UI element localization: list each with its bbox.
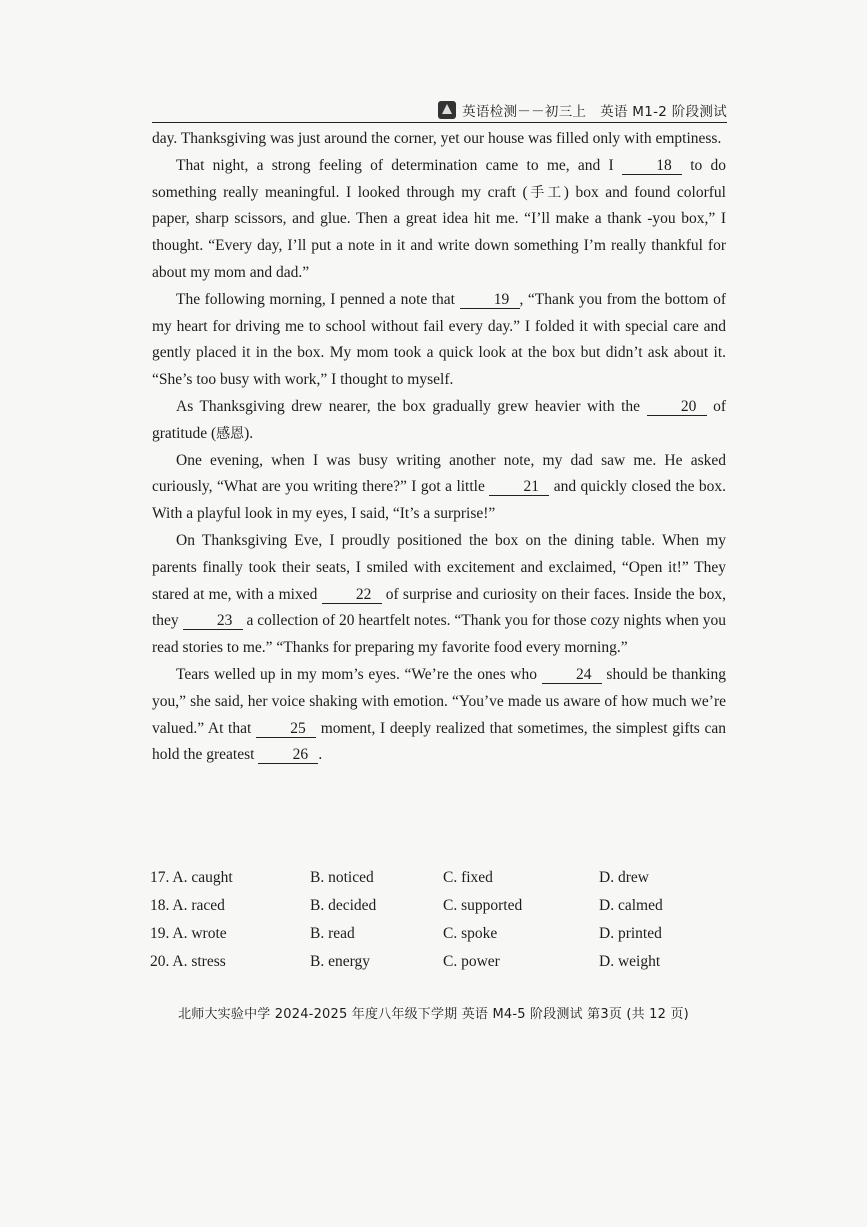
- chinese-gloss: 手工: [527, 184, 564, 201]
- paragraph-4: [152, 394, 726, 448]
- option-d: D. printed: [599, 925, 662, 942]
- paragraph-text: ).: [244, 424, 254, 442]
- paragraph-text: a collection of 20 heartfelt notes. “Thank you for those cozy nights when you read stories to me.” “Thanks for preparing my favorite food every morning.”: [152, 612, 727, 657]
- page-footer: 北师大实验中学 2024-2025 年度八年级下学期 英语 M4-5 阶段测试 第3页 (共 12 页): [178, 1007, 689, 1022]
- option-a: 20. A. stress: [150, 953, 226, 970]
- blank-19: 19: [460, 291, 520, 309]
- paragraph-text: That night, a strong feeling of determination came to me, and I: [176, 156, 614, 174]
- option-row-18: [150, 892, 710, 920]
- answer-options: [150, 864, 710, 976]
- paragraph-5: [152, 448, 726, 528]
- option-a: 18. A. raced: [150, 897, 225, 914]
- paragraph-text: Tears welled up in my mom’s eyes. “We’re the ones who: [176, 665, 537, 683]
- option-b: B. decided: [310, 897, 377, 914]
- option-c: C. power: [443, 953, 500, 970]
- blank-20: 20: [647, 398, 707, 416]
- paragraph-text: As Thanksgiving drew nearer, the box gradually grew heavier with the: [176, 397, 641, 415]
- option-d: D. calmed: [599, 897, 663, 914]
- paragraph-1: [152, 126, 726, 153]
- paragraph-text: moment, I deeply realized that sometimes, the simplest gifts can hold the greatest: [152, 719, 727, 764]
- blank-18: 18: [622, 157, 682, 175]
- page-header: [152, 96, 727, 123]
- blank-23: 23: [183, 612, 243, 630]
- option-row-17: [150, 864, 710, 892]
- paragraph-text: .: [318, 746, 323, 764]
- blank-21: 21: [489, 478, 549, 496]
- option-b: B. energy: [310, 953, 370, 970]
- option-b: B. noticed: [310, 869, 374, 886]
- option-c: C. fixed: [443, 869, 493, 886]
- paragraph-text: should be thanking you,” she said, her voice shaking with emotion. “You’ve made us aware of how much we’re valued.” At that: [152, 665, 727, 737]
- option-a: 19. A. wrote: [150, 925, 227, 942]
- option-row-20: [150, 948, 710, 976]
- paragraph-3: [152, 287, 726, 394]
- blank-25: 25: [256, 720, 316, 738]
- school-emblem-icon: [438, 101, 456, 119]
- paragraph-text: day. Thanksgiving was just around the corner, yet our house was filled only with emptiness.: [152, 130, 722, 147]
- paragraph-text: of gratitude (: [152, 397, 727, 442]
- blank-22: 22: [322, 586, 382, 604]
- reading-passage: [152, 126, 726, 769]
- chinese-gloss: 感恩: [216, 425, 245, 442]
- option-c: C. spoke: [443, 925, 498, 942]
- option-d: D. weight: [599, 953, 661, 970]
- blank-24: 24: [542, 666, 602, 684]
- option-d: D. drew: [599, 869, 649, 886]
- paragraph-text: ) box and found colorful paper, sharp scissors, and glue. Then a great idea hit me. “I’ll make a thank -you box,” I thought. “Every day, I’ll put a note in it and write down something I’m really thankful for about my mom and dad.”: [152, 183, 726, 281]
- paragraph-text: and quickly closed the box. With a playful look in my eyes, I said, “It’s a surprise!”: [152, 478, 727, 523]
- paragraph-6: [152, 528, 726, 662]
- header-title: 英语检测－－初三上 英语 M1-2 阶段测试: [462, 104, 727, 120]
- blank-26: 26: [258, 746, 318, 764]
- paragraph-text: On Thanksgiving Eve, I proudly positioned the box on the dining table. When my parents finally took their seats, I smiled with excitement and exclaimed, “Open it!” They stared at me, with a mixed: [152, 531, 726, 603]
- paragraph-7: [152, 662, 726, 769]
- option-c: C. supported: [443, 897, 523, 914]
- option-row-19: [150, 920, 710, 948]
- paragraph-text: to do something really meaningful. I looked through my craft (: [152, 156, 727, 201]
- option-b: B. read: [310, 925, 355, 942]
- paragraph-text: The following morning, I penned a note that: [176, 290, 455, 308]
- option-a: 17. A. caught: [150, 869, 233, 886]
- paragraph-text: One evening, when I was busy writing another note, my dad saw me. He asked curiously, “What are you writing there?” I got a little: [152, 451, 726, 496]
- paragraph-text: , “Thank you from the bottom of my heart for driving me to school without fail every day.” I folded it with special care and gently placed it in the box. My mom took a quick look at the box but didn’t ask about it. “She’s too busy with work,” I thought to myself.: [152, 290, 726, 389]
- paragraph-2: [152, 153, 726, 287]
- paragraph-text: of surprise and curiosity on their faces. Inside the box, they: [152, 585, 727, 630]
